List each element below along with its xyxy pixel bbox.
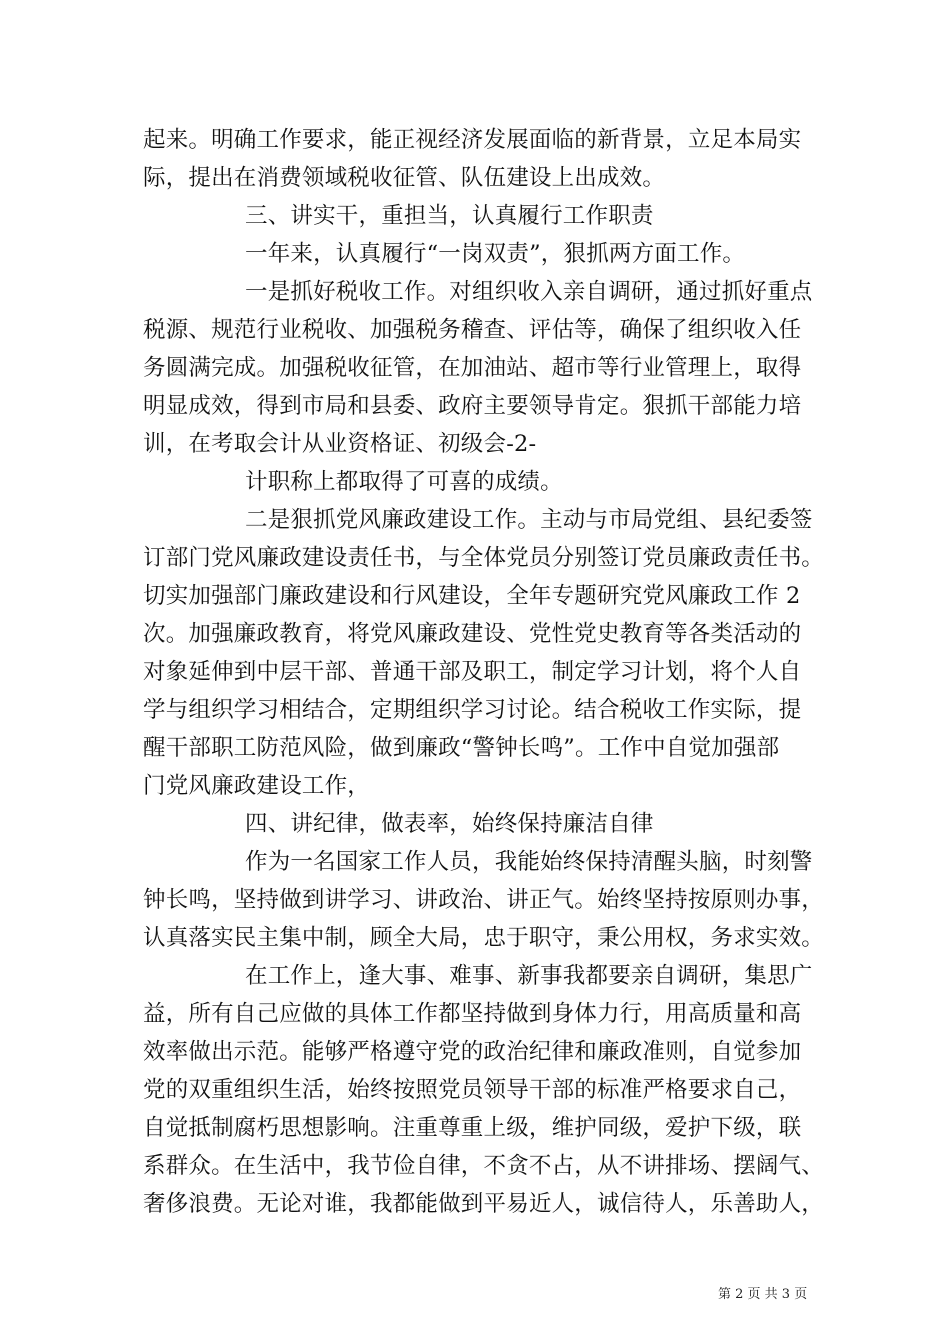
text-line: 党的双重组织生活，始终按照党员领导干部的标准严格要求自己， (143, 1077, 802, 1103)
text-line: 订部门党风廉政建设责任书，与全体党员分别签订党员廉政责任书。 (143, 545, 825, 571)
text-line: 对象延伸到中层干部、普通干部及职工，制定学习计划，将个人自 (143, 659, 802, 685)
text-line: 钟长鸣，坚持做到讲学习、讲政治、讲正气。始终坚持按原则办事， (143, 887, 825, 913)
text-line: 务圆满完成。加强税收征管，在加油站、超市等行业管理上，取得 (143, 355, 802, 381)
section-heading-4: 四、讲纪律，做表率，始终保持廉洁自律 (245, 811, 654, 837)
text-line: 二是狠抓党风廉政建设工作。主动与市局党组、县纪委签 (245, 507, 813, 533)
text-line: 奢侈浪费。无论对谁，我都能做到平易近人，诚信待人，乐善助人， (143, 1191, 825, 1217)
section-heading-3: 三、讲实干，重担当，认真履行工作职责 (245, 203, 654, 229)
text-line: 在工作上，逢大事、难事、新事我都要亲自调研，集思广 (245, 963, 813, 989)
text-line: 计职称上都取得了可喜的成绩。 (245, 469, 563, 495)
text-line: 认真落实民主集中制，顾全大局，忠于职守，秉公用权，务求实效。 (143, 925, 825, 951)
text-line: 训，在考取会计从业资格证、初级会-2- (143, 431, 537, 457)
text-line: 益，所有自己应做的具体工作都坚持做到身体力行，用高质量和高 (143, 1001, 802, 1027)
text-line: 起来。明确工作要求，能正视经济发展面临的新背景，立足本局实 (143, 127, 802, 153)
text-line: 切实加强部门廉政建设和行风建设，全年专题研究党风廉政工作 2 (143, 583, 801, 609)
text-line: 际，提出在消费领域税收征管、队伍建设上出成效。 (143, 165, 666, 191)
text-line: 税源、规范行业税收、加强税务稽查、评估等，确保了组织收入任 (143, 317, 802, 343)
text-line: 自觉抵制腐朽思想影响。注重尊重上级，维护同级，爱护下级，联 (143, 1115, 802, 1141)
text-line: 效率做出示范。能够严格遵守党的政治纪律和廉政准则，自觉参加 (143, 1039, 802, 1065)
text-line: 门党风廉政建设工作， (143, 773, 371, 799)
text-line: 醒干部职工防范风险，做到廉政“警钟长鸣”。工作中自觉加强部 (143, 735, 780, 761)
text-line: 明显成效，得到市局和县委、政府主要领导肯定。狠抓干部能力培 (143, 393, 802, 419)
text-line: 次。加强廉政教育，将党风廉政建设、党性党史教育等各类活动的 (143, 621, 802, 647)
text-line: 学与组织学习相结合，定期组织学习讨论。结合税收工作实际，提 (143, 697, 802, 723)
text-line: 系群众。在生活中，我节俭自律，不贪不占，从不讲排场、摆阔气、 (143, 1153, 825, 1179)
text-line: 一年来，认真履行“一岗双责”，狠抓两方面工作。 (245, 241, 746, 267)
text-line: 作为一名国家工作人员，我能始终保持清醒头脑，时刻警 (245, 849, 813, 875)
page-number: 第 2 页 共 3 页 (718, 1287, 808, 1302)
text-line: 一是抓好税收工作。对组织收入亲自调研，通过抓好重点 (245, 279, 813, 305)
